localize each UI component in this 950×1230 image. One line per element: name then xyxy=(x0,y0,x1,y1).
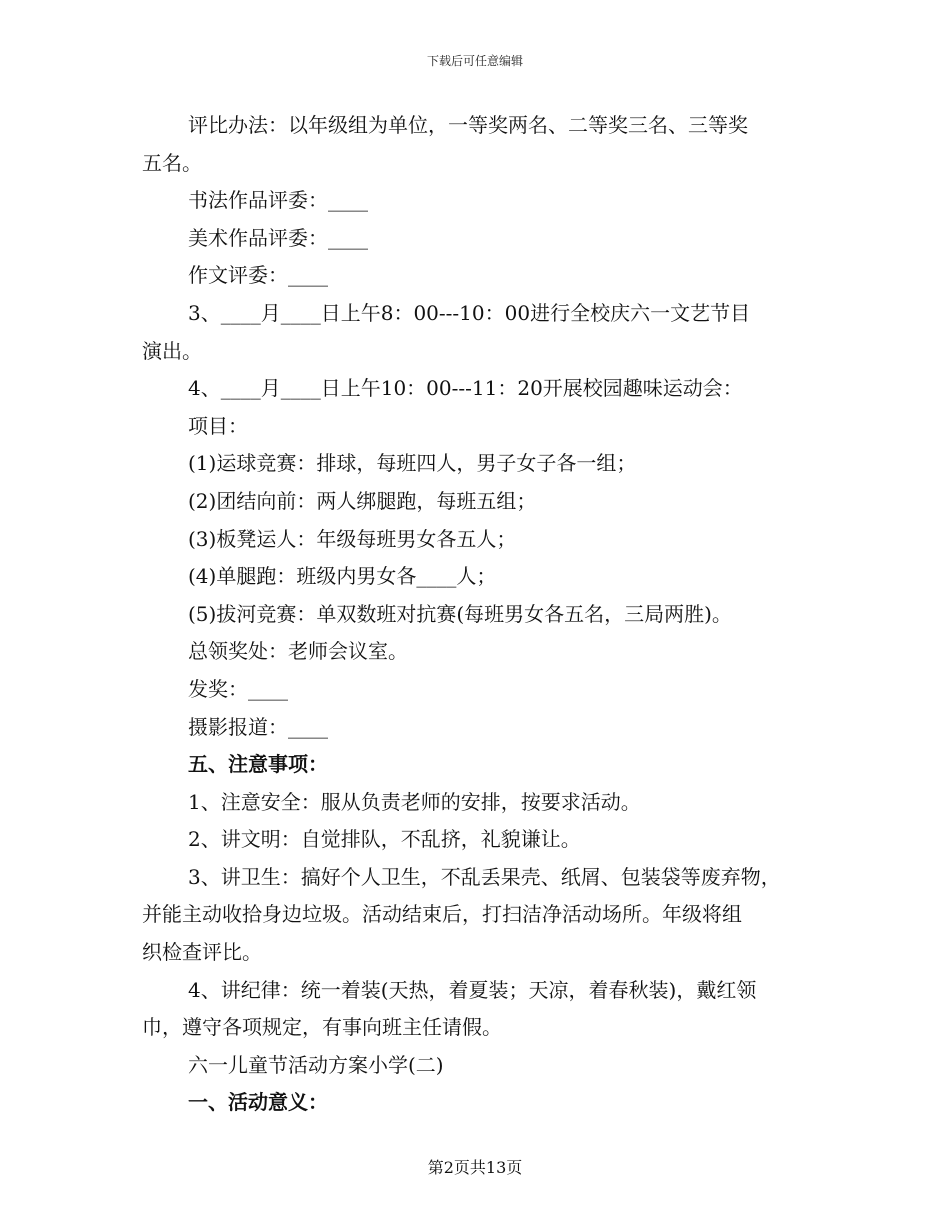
paragraph-line: 4、讲纪律：统一着装(天热，着夏装；天凉，着春秋装)，戴红领 xyxy=(188,977,757,1002)
paragraph-line: 五名。 xyxy=(142,150,202,175)
paragraph-line: 演出。 xyxy=(142,338,202,363)
list-item: (5)拔河竞赛：单双数班对抗赛(每班男女各五名，三局两胜)。 xyxy=(188,601,732,626)
paragraph-line: 作文评委：____ xyxy=(188,263,328,288)
section-heading: 五、注意事项： xyxy=(188,752,328,777)
page-number: 第2页共13页 xyxy=(427,1158,523,1177)
paragraph-line: 发奖：____ xyxy=(188,676,288,701)
list-item: (4)单腿跑：班级内男女各____人； xyxy=(188,564,497,589)
paragraph-line: 2、讲文明：自觉排队，不乱挤，礼貌谦让。 xyxy=(188,827,581,852)
paragraph-line: 3、讲卫生：搞好个人卫生，不乱丢果壳、纸屑、包装袋等废弃物， xyxy=(188,864,781,889)
section-heading: 一、活动意义： xyxy=(188,1090,328,1115)
paragraph-line: 总领奖处：老师会议室。 xyxy=(188,639,408,664)
list-item: (1)运球竞赛：排球，每班四人，男子女子各一组； xyxy=(188,451,637,476)
header-note: 下载后可任意编辑 xyxy=(426,54,523,68)
paragraph-line: 书法作品评委：____ xyxy=(188,188,368,213)
paragraph-line: 摄影报道：____ xyxy=(188,714,328,739)
paragraph-line: 美术作品评委：____ xyxy=(188,225,368,250)
paragraph-line: 并能主动收拾身边垃圾。活动结束后，打扫洁净活动场所。年级将组 xyxy=(142,902,742,927)
document-body xyxy=(142,107,812,1122)
list-item: (3)板凳运人：年级每班男女各五人； xyxy=(188,526,517,551)
paragraph-line: 4、____月____日上午10：00---11：20开展校园趣味运动会： xyxy=(188,376,743,401)
document-title: 六一儿童节活动方案小学(二) xyxy=(188,1052,444,1077)
paragraph-line: 巾，遵守各项规定，有事向班主任请假。 xyxy=(142,1015,502,1040)
paragraph-line: 1、注意安全：服从负责老师的安排，按要求活动。 xyxy=(188,789,641,814)
paragraph-line: 项目： xyxy=(188,413,248,438)
list-item: (2)团结向前：两人绑腿跑，每班五组； xyxy=(188,488,537,513)
paragraph-line: 织检查评比。 xyxy=(142,940,262,965)
paragraph-line: 评比办法：以年级组为单位，一等奖两名、二等奖三名、三等奖 xyxy=(188,113,748,137)
paragraph-line: 3、____月____日上午8：00---10：00进行全校庆六一文艺节目 xyxy=(188,300,751,325)
